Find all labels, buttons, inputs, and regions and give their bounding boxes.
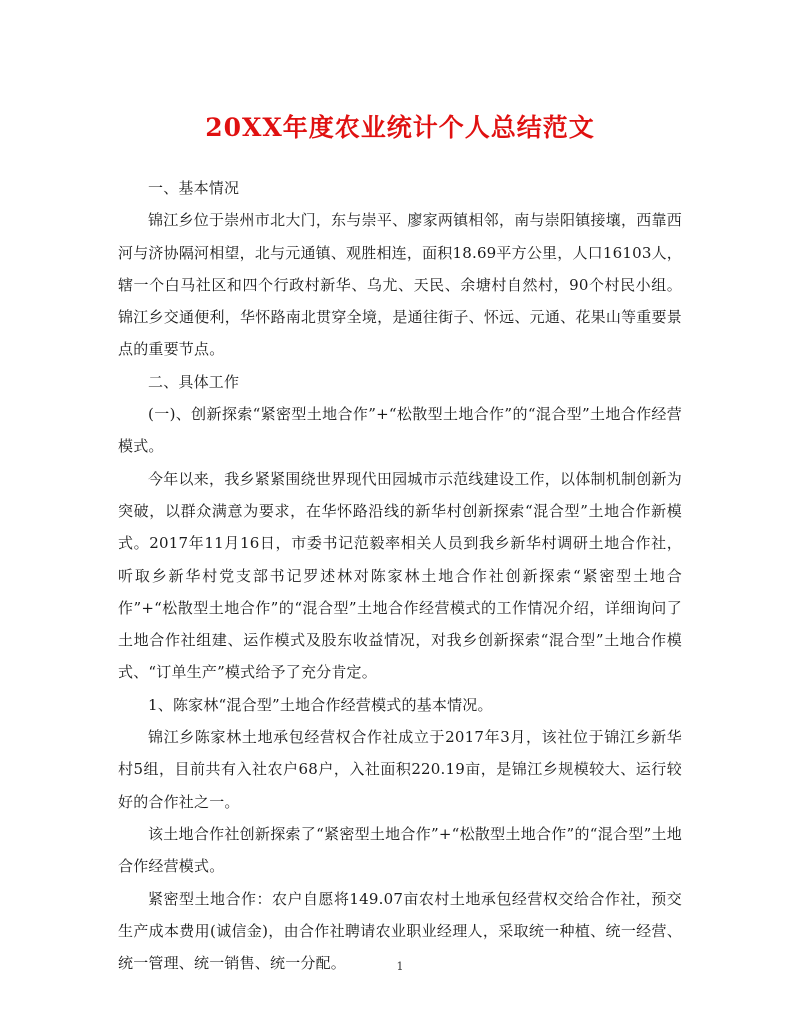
paragraph: 紧密型土地合作：农户自愿将149.07亩农村土地承包经营权交给合作社，预交生产成本费用(诚信金)，由合作社聘请农业职业经理人，采取统一种植、统一经营、统一管理、统一销售、统一分配。 [118, 889, 682, 973]
section-heading-work: 二、具体工作 [148, 372, 240, 391]
paragraph: 锦江乡陈家林土地承包经营权合作社成立于2017年3月，该社位于锦江乡新华村5组，目前共有入社农户68户，入社面积220.19亩，是锦江乡规模较大、运行较好的合作社之一。 [118, 728, 682, 811]
paragraph: (一)、创新探索“紧密型土地合作”+“松散型土地合作”的“混合型”土地合作经营模式。 [118, 405, 682, 456]
document-body [118, 172, 682, 979]
paragraph: 今年以来，我乡紧紧围绕世界现代田园城市示范线建设工作，以体制机制创新为突破，以群众满意为要求，在华怀路沿线的新华村创新探索“混合型”土地合作新模式。2017年11月16日，市委书记范毅率相关人员到我乡新华村调研土地合作社，听取乡新华村党支部书记罗述林对陈家林土地合作社创新探索“紧密型土地合作”+“松散型土地合作”的“混合型”土地合作经营模式的工作情况介绍，详细询问了土地合作社组建、运作模式及股东收益情况，对我乡创新探索“混合型”土地合作模式、“订单生产”模式给予了充分肯定。 [118, 469, 682, 682]
paragraph: 锦江乡位于崇州市北大门，东与崇平、廖家两镇相邻，南与崇阳镇接壤，西靠西河与济协隔河相望，北与元通镇、观胜相连，面积18.69平方公里，人口16103人，辖一个白马社区和四个行政村新华、乌尤、天民、余塘村自然村，90个村民小组。锦江乡交通便利，华怀路南北贯穿全境，是通往街子、怀远、元通、花果山等重要景点的重要节点。 [118, 211, 682, 359]
page-number: 1 [396, 960, 404, 973]
document-title: 20XX年度农业统计个人总结范文 [205, 113, 595, 142]
section-heading-basic: 一、基本情况 [148, 179, 240, 197]
paragraph: 该土地合作社创新探索了“紧密型土地合作”+“松散型土地合作”的“混合型”土地合作经营模式。 [118, 824, 682, 876]
subsection-heading: 1、陈家林“混合型”土地合作经营模式的基本情况。 [148, 695, 493, 714]
